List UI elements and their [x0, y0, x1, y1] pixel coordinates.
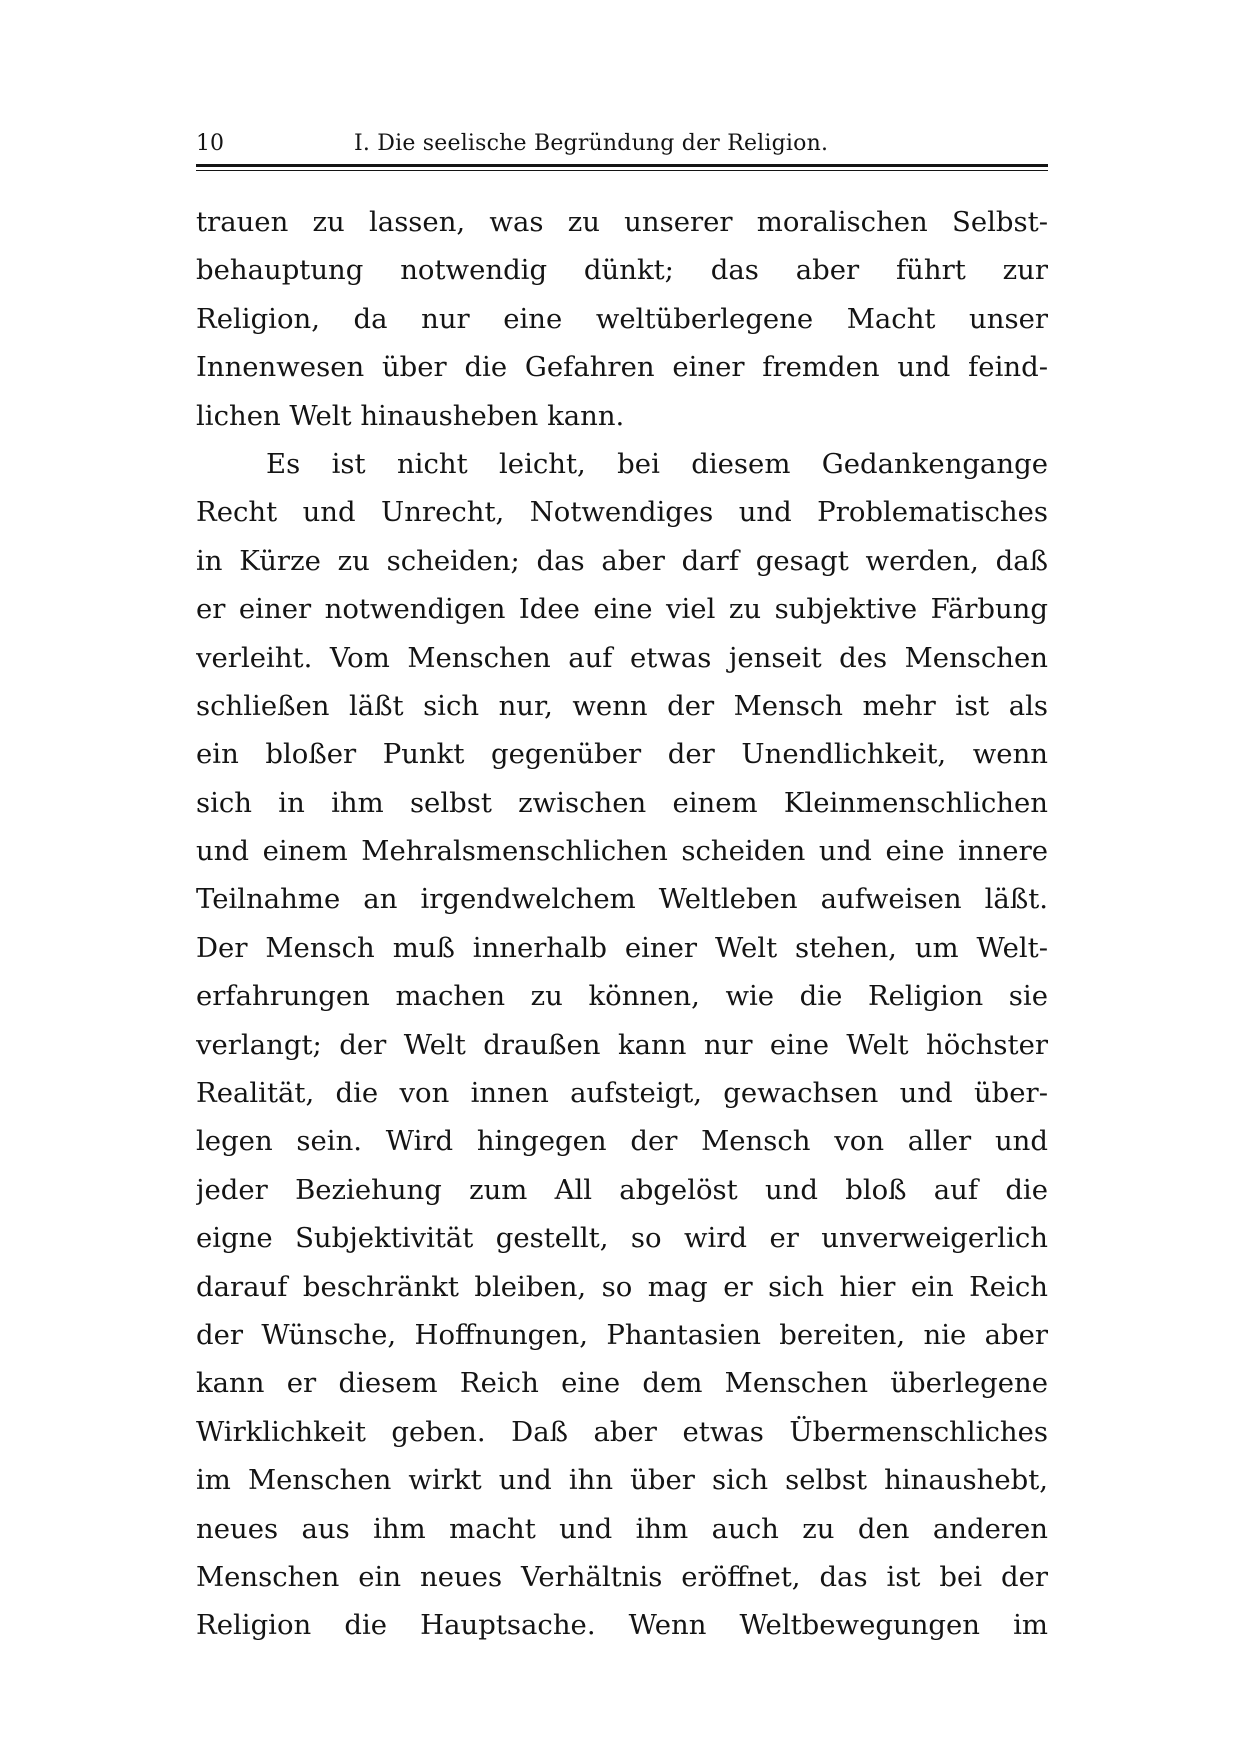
text-line: lichen Welt hinausheben kann. [196, 399, 625, 432]
text-line: sich in ihm selbst zwischen einem Kleinmenschlichen [196, 786, 1048, 819]
text-line: Innenwesen über die Gefahren einer fremden und feind- [196, 351, 1048, 384]
text-line: darauf beschränkt bleiben, so mag er sich hier ein Reich [196, 1270, 1048, 1303]
text-line: Der Mensch muß innerhalb einer Welt stehen, um Welt- [196, 931, 1048, 964]
text-line: erfahrungen machen zu können, wie die Religion sie [196, 980, 1048, 1013]
text-line: behauptung notwendig dünkt; das aber führt zur [196, 254, 1048, 287]
text-line: Realität, die von innen aufsteigt, gewachsen und über- [196, 1077, 1048, 1110]
running-head [196, 128, 1048, 160]
text-line: Religion, da nur eine weltüberlegene Macht unser [196, 302, 1048, 335]
text-line: Es ist nicht leicht, bei diesem Gedankengange [266, 447, 1048, 480]
paragraph-1 [196, 198, 1048, 440]
text-line: im Menschen wirkt und ihn über sich selbst hinaushebt, [196, 1464, 1048, 1497]
page-number: 10 [196, 131, 224, 156]
text-line: Religion die Hauptsache. Wenn Weltbewegungen im [196, 1609, 1048, 1642]
text-line: jeder Beziehung zum All abgelöst und bloß auf die [196, 1173, 1048, 1206]
header-rule-thin [196, 170, 1048, 171]
text-line: Wirklichkeit geben. Daß aber etwas Übermenschliches [196, 1415, 1048, 1448]
text-line: er einer notwendigen Idee eine viel zu subjektive Färbung [196, 593, 1048, 626]
text-line: ein bloßer Punkt gegenüber der Unendlichkeit, wenn [196, 738, 1048, 771]
text-line: verleiht. Vom Menschen auf etwas jenseit des Menschen [196, 641, 1048, 674]
text-line: legen sein. Wird hingegen der Mensch von aller und [196, 1125, 1048, 1158]
text-line: kann er diesem Reich eine dem Menschen überlegene [196, 1367, 1048, 1400]
body-text [196, 198, 1048, 1650]
chapter-title: I. Die seelische Begründung der Religion. [354, 131, 829, 156]
text-line: Menschen ein neues Verhältnis eröffnet, das ist bei der [196, 1560, 1048, 1593]
text-line: Recht und Unrecht, Notwendiges und Problematisches [196, 496, 1048, 529]
text-line: der Wünsche, Hoffnungen, Phantasien bereiten, nie aber [196, 1318, 1048, 1351]
text-line: eigne Subjektivität gestellt, so wird er unverweigerlich [196, 1222, 1048, 1255]
text-line: und einem Mehralsmenschlichen scheiden und eine innere [196, 835, 1048, 868]
text-line: Teilnahme an irgendwelchem Weltleben aufweisen läßt. [196, 883, 1048, 916]
text-line: trauen zu lassen, was zu unserer moralischen Selbst- [196, 206, 1048, 238]
text-line: neues aus ihm macht und ihm auch zu den anderen [196, 1512, 1048, 1545]
text-line: schließen läßt sich nur, wenn der Mensch mehr ist als [196, 689, 1048, 722]
text-line: in Kürze zu scheiden; das aber darf gesagt werden, daß [196, 544, 1048, 577]
header-rule-thick [196, 164, 1048, 167]
paragraph-2 [196, 440, 1048, 1650]
text-line: verlangt; der Welt draußen kann nur eine Welt höchster [196, 1028, 1048, 1061]
